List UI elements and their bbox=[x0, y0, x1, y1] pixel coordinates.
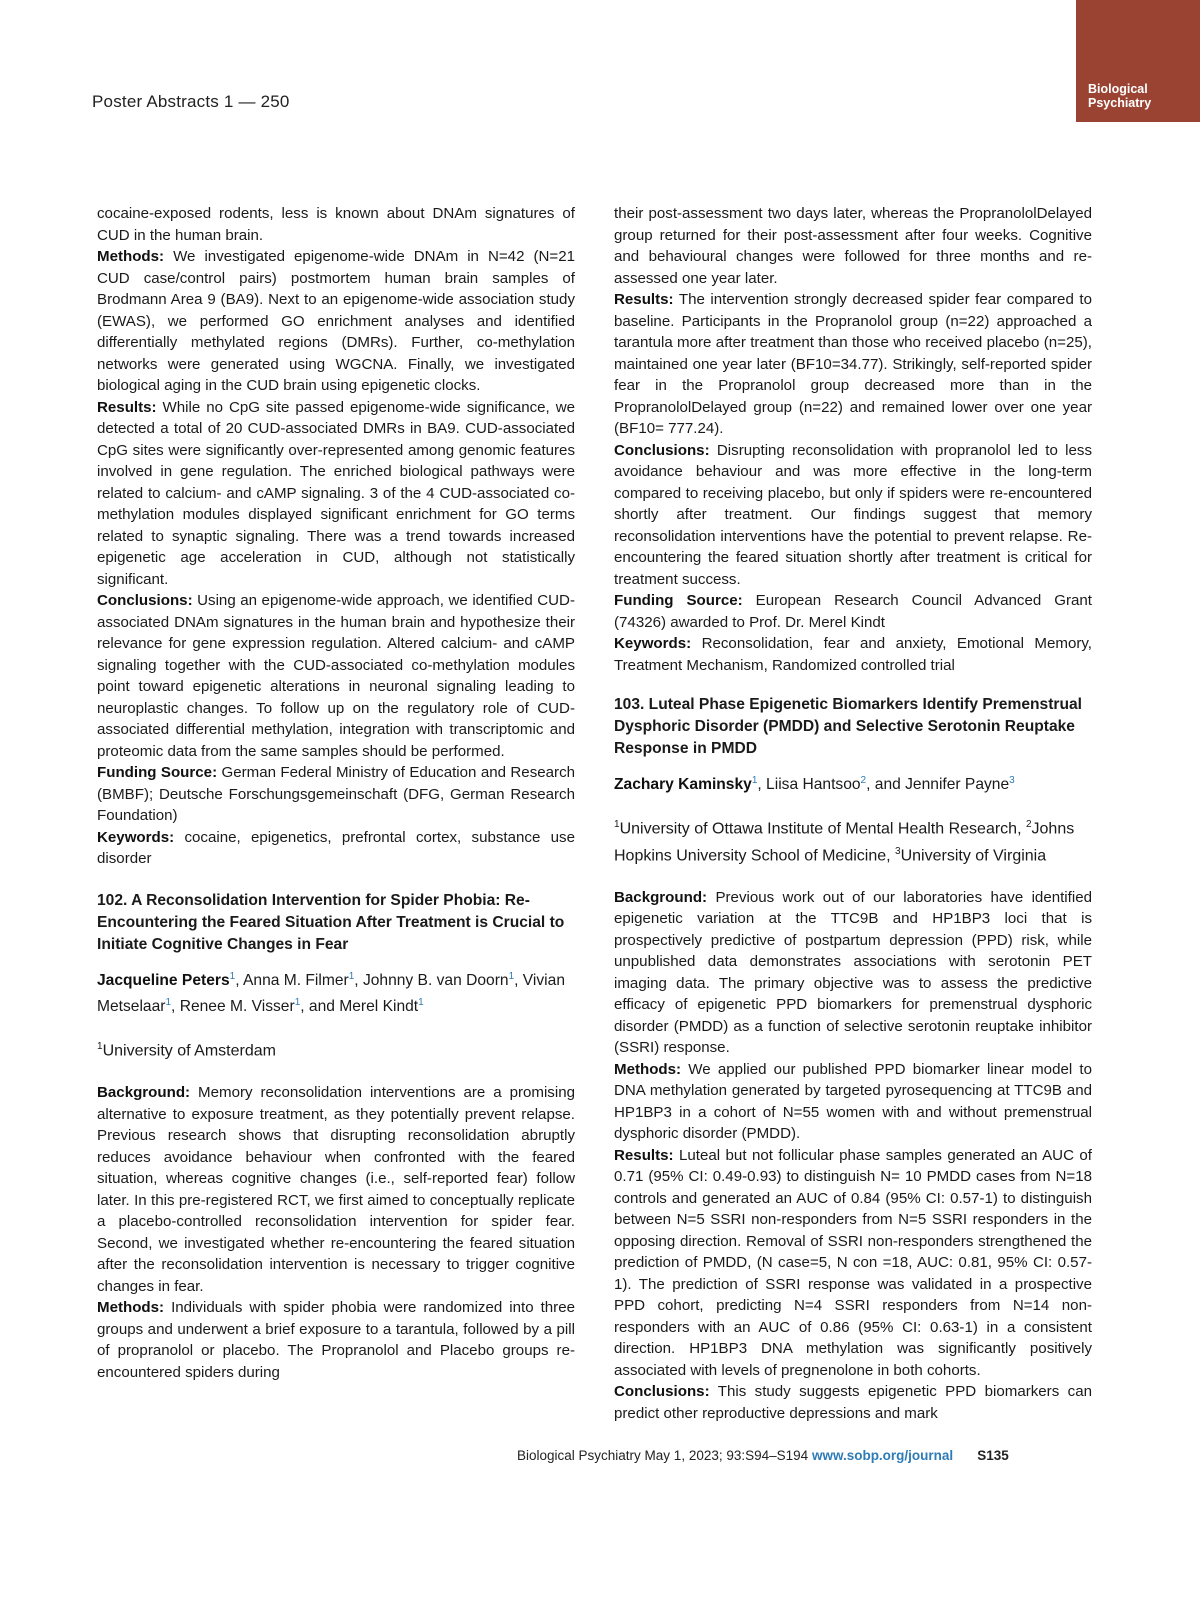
paragraph-methods-103: Methods: We applied our published PPD biomarker linear model to DNA methylation generated by targeted pyrosequencing at TTC9B and HP1BP3 in a cohort of N=55 women with and without premenstrual dysphoric disorder (PMDD). bbox=[614, 1060, 1092, 1143]
affiliation-103: $^1$University of Ottawa Institute of Mental Health Research, $^2$Johns Hopkins University School of Medicine, $^3$University of Virginia bbox=[614, 819, 1075, 864]
author-list-102: Jacqueline Peters$^1$, Anna M. Filmer$^1$, Johnny B. van Doorn$^1$, Vivian Metselaar$^1$, Renee M. Visser$^1$, and Merel Kindt$^1$ bbox=[97, 970, 565, 1015]
running-header: Poster Abstracts 1 — 250 bbox=[92, 92, 290, 111]
paragraph-continued: their post-assessment two days later, whereas the PropranololDelayed group returned for their post-assessment after four weeks. Cognitive and behavioural changes were followed for three months and re-assessed one year later. bbox=[614, 205, 1092, 287]
paragraph-methods-102: Methods: Individuals with spider phobia were randomized into three groups and underwent a brief exposure to a tarantula, followed by a pill of propranolol or placebo. The Propranolol and Placebo groups re-encountered spiders during bbox=[97, 1299, 575, 1381]
author-list-103: Zachary Kaminsky$^1$, Liisa Hantsoo$^2$, and Jennifer Payne$^3$ bbox=[614, 775, 1015, 794]
journal-badge-line1: Biological bbox=[1088, 82, 1148, 96]
paragraph-keywords-102: Keywords: Reconsolidation, fear and anxiety, Emotional Memory, Treatment Mechanism, Randomized controlled trial bbox=[614, 635, 1092, 674]
paragraph-results: Results: While no CpG site passed epigenome-wide significance, we detected a total of 20 CUD-associated DMRs in BA9. CUD-associated CpG sites were significantly over-represented among genomic features involved in gene regulation. The enriched biological pathways were related to calcium- and cAMP signaling. 3 of the 4 CUD-associated co-methylation modules displayed significant enrichment for GO terms related to synaptic signaling. There was a trend towards increased epigenetic age acceleration in CUD, although not statistically significant. bbox=[97, 398, 575, 588]
paragraph-background-102: Background: Memory reconsolidation interventions are a promising alternative to exposure treatment, as they potentially prevent relapse. Previous research shows that disrupting reconsolidation abruptly reduces avoidance behaviour when confronted with the feared situation, whereas cognitive changes (i.e., self-reported fear) follow later. In this pre-registered RCT, we first aimed to conceptually replicate a placebo-controlled reconsolidation intervention for spider fear. Second, we investigated whether re-encountering the feared situation after the reconsolidation intervention is necessary to trigger cognitive changes in fear. bbox=[97, 1084, 575, 1295]
paragraph-conclusions-102: Conclusions: Disrupting reconsolidation with propranolol led to less avoidance behaviour and was more effective in the long-term compared to receiving placebo, but only if spiders were re-encountered shortly after treatment. Our findings suggest that memory reconsolidation interventions have the potential to prevent relapse. Re-encountering the feared situation shortly after treatment is critical for treatment success. bbox=[614, 441, 1092, 588]
paragraph-intro: cocaine-exposed rodents, less is known about DNAm signatures of CUD in the human brain. bbox=[97, 205, 575, 244]
paragraph-conclusions: Conclusions: Using an epigenome-wide approach, we identified CUD-associated DNAm signatures in the human brain and hypothesize their relevance for gene expression regulation. Altered calcium- and cAMP signaling together with the CUD-associated co-methylation modules point toward epigenetic alterations in neuronal signaling leading to neuroplastic changes. To follow up on the regulatory role of CUD-associated differential methylation, integration with transcriptomic and proteomic data from the same samples should be performed. bbox=[97, 592, 575, 760]
right-column bbox=[614, 203, 1092, 1424]
journal-badge bbox=[1076, 0, 1200, 122]
paragraph-funding-102: Funding Source: European Research Council Advanced Grant (74326) awarded to Prof. Dr. Merel Kindt bbox=[614, 592, 1092, 631]
paragraph-results-102: Results: The intervention strongly decreased spider fear compared to baseline. Participants in the Propranolol group (n=22) approached a tarantula more after treatment than those who received placebo (n=25), maintained one year later (BF10=34.77). Strikingly, self-reported spider fear in the Propranolol group decreased more than in the PropranololDelayed group (n=22) and remained lower over one year (BF10= 777.24). bbox=[614, 291, 1092, 437]
abstract-title-103: 103. Luteal Phase Epigenetic Biomarkers Identify Premenstrual Dysphoric Disorder (PMDD) and Selective Serotonin Reuptake Response in PMDD bbox=[614, 696, 1082, 757]
journal-badge-line2: Psychiatry bbox=[1088, 96, 1152, 110]
paragraph-background-103: Background: Previous work out of our laboratories have identified epigenetic variation at the TTC9B and HP1BP3 loci that is prospectively predictive of postpartum depression (PPD) risk, while unpublished data demonstrates associations with serotonin PET imaging data. The primary objective was to assess the predictive efficacy of epigenetic PPD biomarkers for premenstrual dysphoric disorder (PMDD) as a function of selective serotonin reuptake inhibitor (SSRI) response. bbox=[614, 888, 1092, 1057]
page-number: S135 bbox=[977, 1448, 1009, 1463]
paragraph-keywords: Keywords: cocaine, epigenetics, prefrontal cortex, substance use disorder bbox=[97, 828, 575, 867]
abstract-title-102: 102. A Reconsolidation Intervention for Spider Phobia: Re-Encountering the Feared Situation After Treatment is Crucial to Initiate Cognitive Changes in Fear bbox=[97, 891, 565, 953]
journal-link[interactable]: www.sobp.org/journal bbox=[811, 1448, 954, 1463]
paragraph-results-103: Results: Luteal but not follicular phase samples generated an AUC of 0.71 (95% CI: 0.49-0.93) to distinguish N= 10 PMDD cases from N=18 controls and generated an AUC of 0.84 (95% CI: 0.57-1) to distinguish between N=5 SSRI non-responders from N=5 SSRI responders in the opposing direction. Removal of SSRI non-responders strengthened the prediction of PMDD, (N case=5, N con =18, AUC: 0.81, 95% CI: 0.57-1). The prediction of SSRI response was validated in a prospective PPD cohort, predicting N=4 SSRI responders from N=14 non-responders with an AUC of 0.86 (95% CI: 0.63-1) in a consistent direction. HP1BP3 DNA methylation was significantly positively associated with levels of pregnenolone in both cohorts. bbox=[614, 1146, 1092, 1379]
left-column bbox=[97, 203, 575, 1383]
paragraph-methods: Methods: We investigated epigenome-wide DNAm in N=42 (N=21 CUD case/control pairs) postmortem human brain samples of Brodmann Area 9 (BA9). Next to an epigenome-wide association study (EWAS), we performed GO enrichment analyses and identified differentially methylated regions (DMRs). Further, co-methylation networks were generated using WGCNA. Finally, we investigated biological aging in the CUD brain using epigenetic clocks. bbox=[97, 248, 575, 394]
paragraph-conclusions-103: Conclusions: This study suggests epigenetic PPD biomarkers can predict other reproductive depressions and mark bbox=[614, 1383, 1092, 1422]
page-footer bbox=[517, 1448, 1009, 1463]
footer-citation: Biological Psychiatry May 1, 2023; 93:S94–S194 bbox=[517, 1448, 812, 1463]
paragraph-funding: Funding Source: German Federal Ministry of Education and Research (BMBF); Deutsche Forschungsgemeinschaft (DFG, German Research Foundation) bbox=[97, 764, 576, 824]
affiliation-102: $^1$University of Amsterdam bbox=[97, 1040, 276, 1060]
